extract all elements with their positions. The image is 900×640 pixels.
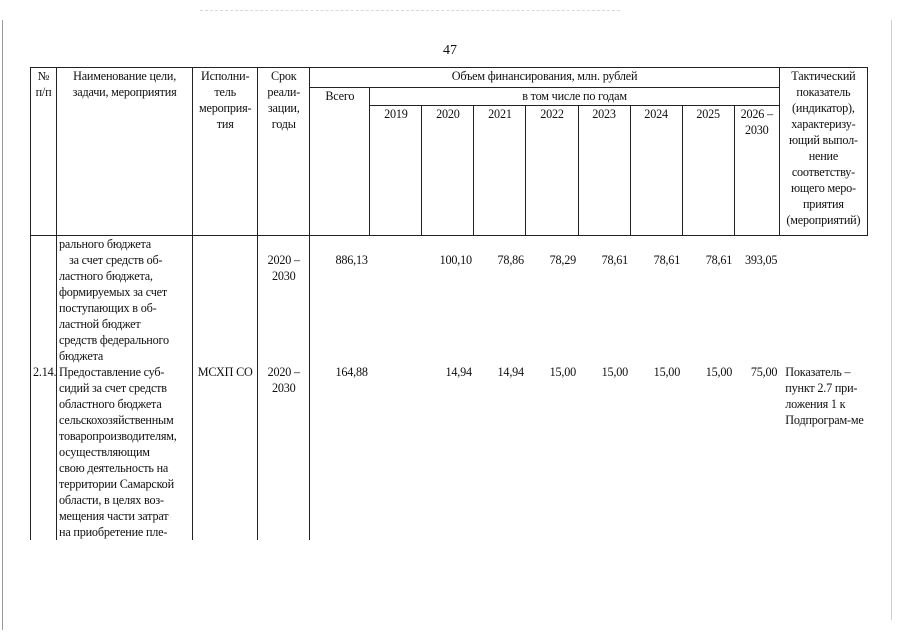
row-year-value <box>630 236 682 253</box>
row-year-value: 78,61 <box>601 253 629 267</box>
header-term: Срок реали-зации, годы <box>258 68 310 236</box>
row-year-value: 14,94 <box>445 365 472 379</box>
scan-artifact-left-edge <box>2 20 3 630</box>
scan-artifact-top <box>200 10 620 11</box>
row-name-line: мещения части затрат <box>59 509 169 523</box>
row-year-value: 75,00 <box>750 365 778 379</box>
row-year-value: 78,29 <box>549 253 577 267</box>
header-num: № п/п <box>31 68 57 236</box>
row-num <box>31 252 57 364</box>
row-total: 164,88 <box>310 364 370 540</box>
row-name-line: поступающих в об- <box>59 301 157 315</box>
row-year-value: 15,00 <box>601 365 629 379</box>
row-name-line: областного бюджета <box>59 397 162 411</box>
table-row <box>31 252 868 364</box>
row-name-line: формируемых за счет <box>59 285 167 299</box>
row-num: 2.14. <box>31 364 57 540</box>
header-year: 2025 <box>682 106 734 236</box>
row-name-line: рального бюджета <box>59 237 151 251</box>
row-term: 2020 – 2030 <box>258 364 310 540</box>
row-year-value <box>526 236 578 253</box>
row-name <box>57 364 193 540</box>
row-name-line: свою деятельность на <box>59 461 169 475</box>
page-number: 47 <box>443 43 457 58</box>
header-year: 2026 – 2030 <box>734 106 779 236</box>
header-indicator: Тактический показатель (индикатор), характеризу-ющий выпол-нение соответству-ющего меро-приятия (мероприятий) <box>779 68 867 236</box>
row-total: 886,13 <box>310 252 370 364</box>
row-name-line: ластного бюджета, <box>59 269 153 283</box>
row-name-line: территории Самарской <box>59 477 174 491</box>
scan-artifact-right-edge <box>891 20 892 620</box>
header-year: 2019 <box>370 106 422 236</box>
header-row-1 <box>31 68 868 88</box>
row-executor <box>193 252 258 364</box>
row-name-line: осуществляющим <box>59 445 150 459</box>
row-year-value <box>682 236 734 253</box>
row-term <box>258 236 310 253</box>
row-executor <box>193 236 258 253</box>
row-num <box>31 236 57 253</box>
row-indicator <box>779 252 867 364</box>
row-year-value: 78,61 <box>653 253 681 267</box>
header-financing: Объем финансирования, млн. рублей <box>310 68 780 88</box>
header-year: 2024 <box>630 106 682 236</box>
row-name-line: товаропроизводителям, <box>59 429 177 443</box>
row-name-line: сельскохозяйственным <box>59 413 174 427</box>
row-name-line: средств федерального <box>59 333 169 347</box>
row-year-value: 78,61 <box>705 253 733 267</box>
header-year: 2022 <box>526 106 578 236</box>
row-year-value <box>474 236 526 253</box>
table-row <box>31 236 868 253</box>
row-year-value <box>370 236 422 253</box>
row-name-line: сидий за счет средств <box>59 381 167 395</box>
row-year-value: 15,00 <box>549 365 577 379</box>
row-indicator <box>779 236 867 253</box>
row-total <box>310 236 370 253</box>
row-name <box>57 252 193 364</box>
row-name-line: ластной бюджет <box>59 317 141 331</box>
header-by-years: в том числе по годам <box>370 88 779 106</box>
header-executor: Исполни-тель мероприя-тия <box>193 68 258 236</box>
row-name-line: за счет средств об- <box>69 253 163 267</box>
header-year: 2021 <box>474 106 526 236</box>
row-name-line: области, в целях воз- <box>59 493 164 507</box>
row-executor: МСХП СО <box>193 364 258 540</box>
row-year-value <box>578 236 630 253</box>
header-year: 2020 <box>422 106 474 236</box>
row-term: 2020 – 2030 <box>258 252 310 364</box>
header-name: Наименование цели, задачи, мероприятия <box>57 68 193 236</box>
row-year-value <box>370 252 422 364</box>
row-year-value: 78,86 <box>497 253 524 267</box>
row-name-line: бюджета <box>59 349 104 363</box>
row-year-value: 393,05 <box>744 253 778 267</box>
row-name <box>57 236 193 253</box>
row-year-value: 15,00 <box>653 365 681 379</box>
header-year: 2023 <box>578 106 630 236</box>
row-year-value <box>370 364 422 540</box>
table-row <box>31 364 868 540</box>
header-total: Всего <box>310 88 370 236</box>
row-name-line: на приобретение пле- <box>59 525 168 539</box>
row-year-value: 15,00 <box>705 365 733 379</box>
row-year-value: 100,10 <box>439 253 472 267</box>
row-year-value: 14,94 <box>497 365 524 379</box>
row-year-value <box>422 236 474 253</box>
row-indicator: Показатель – пункт 2.7 при-ложения 1 к Подпрограм-ме <box>785 365 864 427</box>
row-year-value <box>734 236 779 253</box>
financing-table <box>30 67 868 540</box>
row-name-line: Предоставление суб- <box>59 365 165 379</box>
